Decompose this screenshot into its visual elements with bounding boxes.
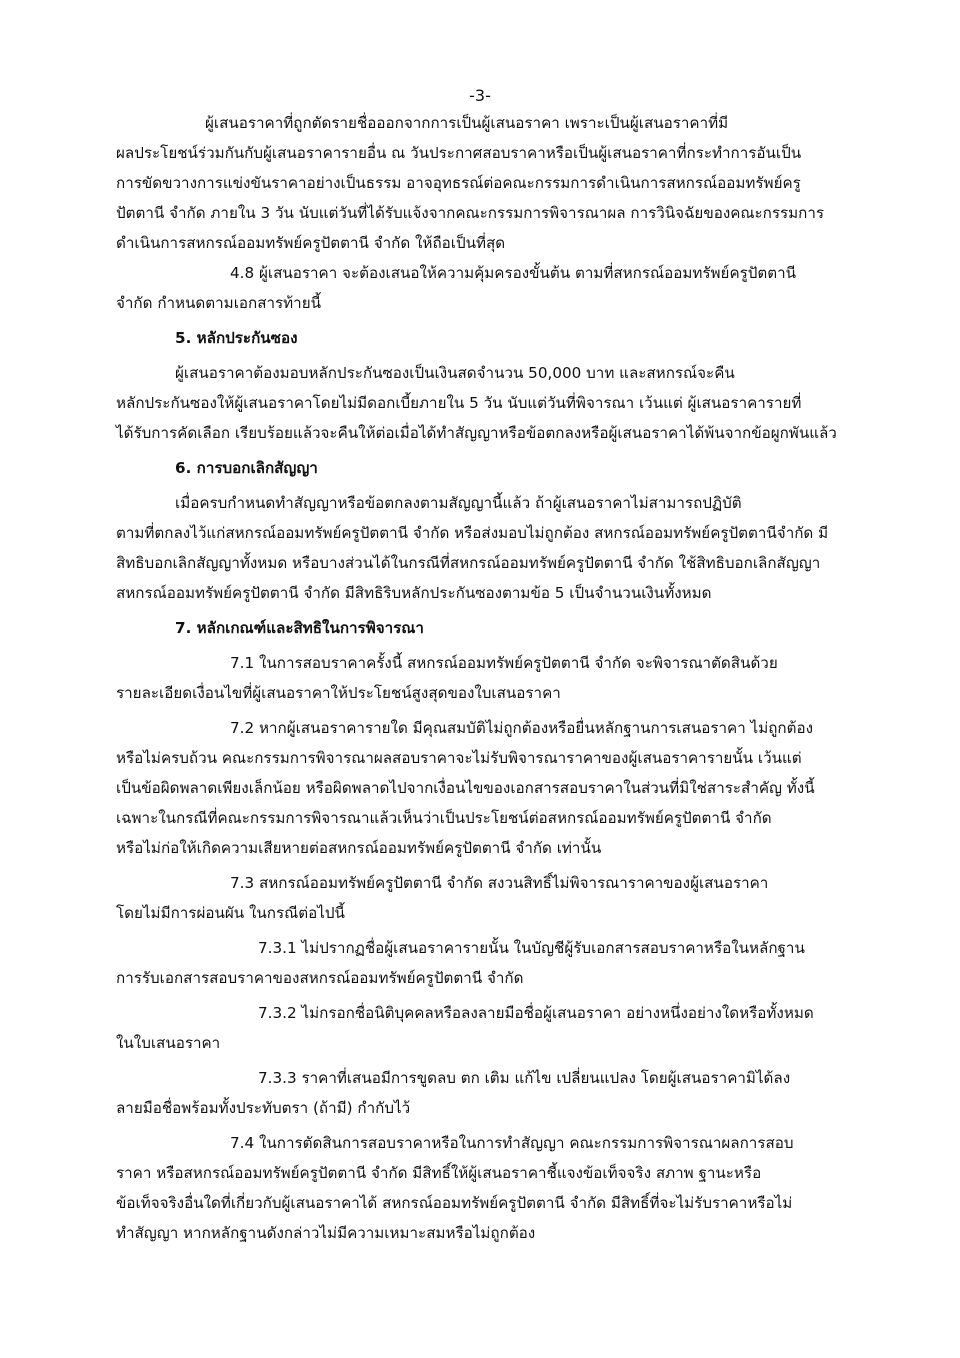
section-heading-6: 6. การบอกเลิกสัญญา xyxy=(175,459,318,477)
doc-line: ทำสัญญา หากหลักฐานดังกล่าวไม่มีความเหมาะสมหรือไม่ถูกต้อง xyxy=(116,1224,536,1242)
doc-line: การรับเอกสารสอบราคาของสหกรณ์ออมทรัพย์ครูปัตตานี จำกัด xyxy=(116,969,524,987)
doc-line: เป็นข้อผิดพลาดเพียงเล็กน้อย หรือผิดพลาดไปจากเงื่อนไขของเอกสารสอบราคาในส่วนที่มิใช่สาระสำคัญ ทั้งนี้ xyxy=(116,779,815,797)
doc-line: หรือไม่ก่อให้เกิดความเสียหายต่อสหกรณ์ออมทรัพย์ครูปัตตานี จำกัด เท่านั้น xyxy=(116,839,602,857)
doc-line: 7.3.1 ไม่ปรากฏชื่อผู้เสนอราคารายนั้น ในบัญชีผู้รับเอกสารสอบราคาหรือในหลักฐาน xyxy=(258,939,805,957)
section-heading-5: 5. หลักประกันซอง xyxy=(175,329,298,347)
doc-line: เมื่อครบกำหนดทำสัญญาหรือข้อตกลงตามสัญญานี้แล้ว ถ้าผู้เสนอราคาไม่สามารถปฏิบัติ xyxy=(175,494,742,512)
doc-line: 7.1 ในการสอบราคาครั้งนี้ สหกรณ์ออมทรัพย์ครูปัตตานี จำกัด จะพิจารณาตัดสินด้วย xyxy=(230,654,778,672)
doc-line: โดยไม่มีการผ่อนผัน ในกรณีต่อไปนี้ xyxy=(116,904,345,922)
doc-line: ปัตตานี จำกัด ภายใน 3 วัน นับแต่วันที่ได้รับแจ้งจากคณะกรรมการพิจารณาผล การวินิจฉัยของคณะกรรมการ xyxy=(116,204,825,222)
doc-line: ลายมือชื่อพร้อมทั้งประทับตรา (ถ้ามี) กำกับไว้ xyxy=(116,1099,411,1117)
doc-line: 7.3 สหกรณ์ออมทรัพย์ครูปัตตานี จำกัด สงวนสิทธิ์ไม่พิจารณาราคาของผู้เสนอราคา xyxy=(230,874,769,892)
doc-line: ข้อเท็จจริงอื่นใดที่เกี่ยวกับผู้เสนอราคาได้ สหกรณ์ออมทรัพย์ครูปัตตานี จำกัด มีสิทธิ์ที่จะไม่รับราคาหรือไม่ xyxy=(116,1194,793,1212)
doc-line: 7.2 หากผู้เสนอราคารายใด มีคุณสมบัติไม่ถูกต้องหรือยื่นหลักฐานการเสนอราคา ไม่ถูกต้อง xyxy=(230,719,813,737)
doc-line: หรือไม่ครบถ้วน คณะกรรมการพิจารณาผลสอบราคาจะไม่รับพิจารณาราคาของผู้เสนอราคารายนั้น เว้นแต่ xyxy=(116,749,802,767)
doc-line: ราคา หรือสหกรณ์ออมทรัพย์ครูปัตตานี จำกัด มีสิทธิ์ให้ผู้เสนอราคาชี้แจงข้อเท็จจริง สภาพ ฐานะหรือ xyxy=(116,1164,762,1182)
doc-line: หลักประกันซองให้ผู้เสนอราคาโดยไม่มีดอกเบี้ยภายใน 5 วัน นับแต่วันที่พิจารณา เว้นแต่ ผู้เสนอราคารายที่ xyxy=(116,394,802,412)
page-number: -3- xyxy=(469,86,491,105)
section-heading-7: 7. หลักเกณฑ์และสิทธิในการพิจารณา xyxy=(175,619,424,637)
doc-line: 7.3.2 ไม่กรอกชื่อนิติบุคคลหรือลงลายมือชื่อผู้เสนอราคา อย่างหนึ่งอย่างใดหรือทั้งหมด xyxy=(258,1004,814,1022)
doc-line: รายละเอียดเงื่อนไขที่ผู้เสนอราคาให้ประโยชน์สูงสุดของใบเสนอราคา xyxy=(116,684,561,702)
doc-line: ในใบเสนอราคา xyxy=(116,1034,221,1052)
doc-line: ผู้เสนอราคาต้องมอบหลักประกันซองเป็นเงินสดจำนวน 50,000 บาท และสหกรณ์จะคืน xyxy=(175,364,735,382)
doc-line: ผลประโยชน์ร่วมกันกับผู้เสนอราคารายอื่น ณ วันประกาศสอบราคาหรือเป็นผู้เสนอราคาที่กระทำการอันเป็น xyxy=(116,144,802,162)
doc-line: ดำเนินการสหกรณ์ออมทรัพย์ครูปัตตานี จำกัด ให้ถือเป็นที่สุด xyxy=(116,234,506,252)
doc-line: 4.8 ผู้เสนอราคา จะต้องเสนอให้ความคุ้มครองขั้นต้น ตามที่สหกรณ์ออมทรัพย์ครูปัตตานี xyxy=(230,264,797,282)
doc-line: สิทธิบอกเลิกสัญญาทั้งหมด หรือบางส่วนได้ในกรณีที่สหกรณ์ออมทรัพย์ครูปัตตานี จำกัด ใช้สิทธิบอกเลิกสัญญา xyxy=(116,554,821,572)
doc-line: 7.4 ในการตัดสินการสอบราคาหรือในการทำสัญญา คณะกรรมการพิจารณาผลการสอบ xyxy=(230,1134,794,1152)
doc-line: ผู้เสนอราคาที่ถูกตัดรายชื่อออกจากการเป็นผู้เสนอราคา เพราะเป็นผู้เสนอราคาที่มี xyxy=(205,114,729,132)
doc-line: สหกรณ์ออมทรัพย์ครูปัตตานี จำกัด มีสิทธิริบหลักประกันซองตามข้อ 5 เป็นจำนวนเงินทั้งหมด xyxy=(116,584,712,602)
doc-line: 7.3.3 ราคาที่เสนอมีการขูดลบ ตก เติม แก้ไข เปลี่ยนแปลง โดยผู้เสนอราคามิได้ลง xyxy=(258,1069,791,1087)
doc-line: จำกัด กำหนดตามเอกสารท้ายนี้ xyxy=(116,294,321,312)
doc-line: เฉพาะในกรณีที่คณะกรรมการพิจารณาแล้วเห็นว่าเป็นประโยชน์ต่อสหกรณ์ออมทรัพย์ครูปัตตานี จำกัด xyxy=(116,809,772,827)
doc-line: ตามที่ตกลงไว้แก่สหกรณ์ออมทรัพย์ครูปัตตานี จำกัด หรือส่งมอบไม่ถูกต้อง สหกรณ์ออมทรัพย์ครูปัตตานีจำกัด มี xyxy=(116,524,829,542)
doc-line: การขัดขวางการแข่งขันราคาอย่างเป็นธรรม อาจอุทธรณ์ต่อคณะกรรมการดำเนินการสหกรณ์ออมทรัพย์ครู xyxy=(116,174,801,192)
doc-line: ได้รับการคัดเลือก เรียบร้อยแล้วจะคืนให้ต่อเมื่อได้ทำสัญญาหรือข้อตกลงหรือผู้เสนอราคาได้พ้นจากข้อผูกพันแล้ว xyxy=(116,424,837,442)
